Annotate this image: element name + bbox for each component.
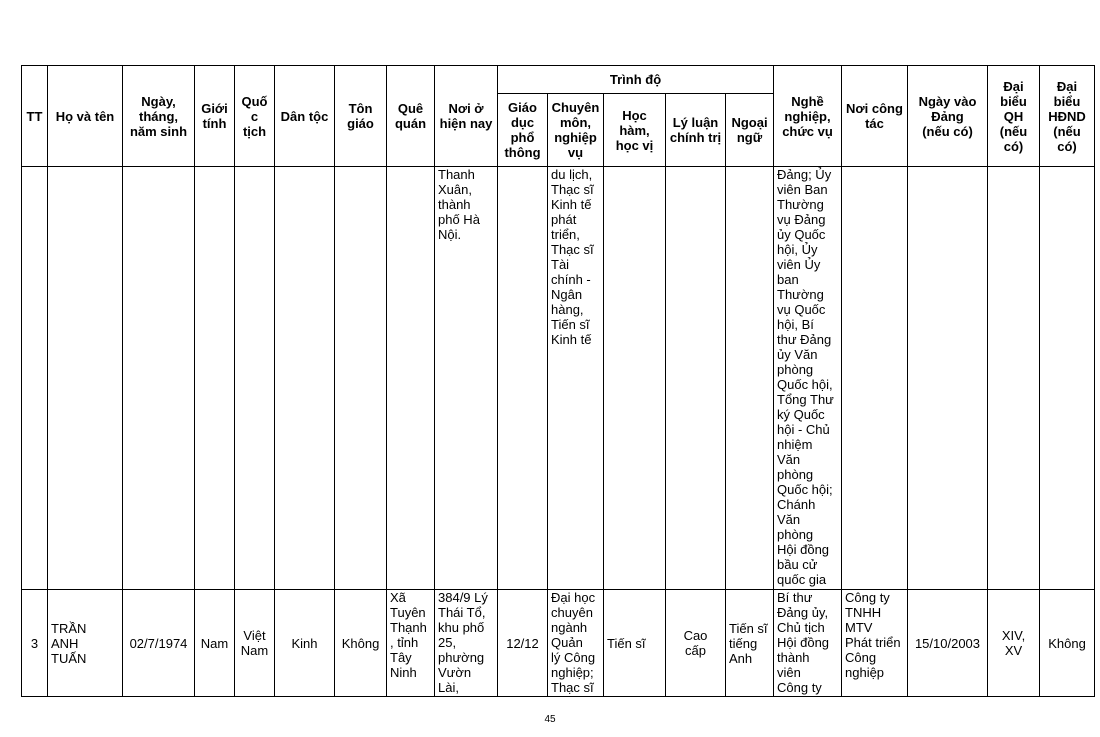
header-religion: Tôn giáo xyxy=(335,66,387,167)
cell-name: TRẦN ANH TUẤN xyxy=(48,590,123,697)
cell-tt: 3 xyxy=(22,590,48,697)
header-specialty: Chuyên môn, nghiệp vụ xyxy=(548,94,604,167)
header-academic: Học hàm, học vị xyxy=(604,94,666,167)
table-row xyxy=(22,590,1095,697)
header-education-group: Trình độ xyxy=(498,66,774,94)
cell-language: Tiến sĩ tiếng Anh xyxy=(726,590,774,697)
header-dob: Ngày, tháng, năm sinh xyxy=(123,66,195,167)
header-pc-deputy: Đại biểu HĐND (nếu có) xyxy=(1040,66,1095,167)
header-name: Họ và tên xyxy=(48,66,123,167)
cell-residence-cont: Thanh Xuân, thành phố Hà Nội. xyxy=(435,167,498,590)
cell-dob: 02/7/1974 xyxy=(123,590,195,697)
header-na-deputy: Đại biểu QH (nếu có) xyxy=(988,66,1040,167)
header-gender: Giới tính xyxy=(195,66,235,167)
cell-occupation: Bí thư Đảng ủy, Chủ tịch Hội đồng thành viên Công ty xyxy=(774,590,842,697)
cell-gender: Nam xyxy=(195,590,235,697)
cell-specialty: Đại học chuyên ngành Quản lý Công nghiệp; Thạc sĩ xyxy=(548,590,604,697)
cell-na-deputy: XIV, XV xyxy=(988,590,1040,697)
header-tt: TT xyxy=(22,66,48,167)
header-ethnicity: Dân tộc xyxy=(275,66,335,167)
cell-pc-deputy: Không xyxy=(1040,590,1095,697)
cell-ethnicity: Kinh xyxy=(275,590,335,697)
header-occupation: Nghề nghiệp, chức vụ xyxy=(774,66,842,167)
cell-political: Cao cấp xyxy=(666,590,726,697)
candidates-table xyxy=(21,65,1095,697)
cell-party-date: 15/10/2003 xyxy=(908,590,988,697)
header-political: Lý luận chính trị xyxy=(666,94,726,167)
cell-specialty-cont: du lịch, Thạc sĩ Kinh tế phát triển, Thạc sĩ Tài chính - Ngân hàng, Tiến sĩ Kinh tế xyxy=(548,167,604,590)
header-residence: Nơi ở hiện nay xyxy=(435,66,498,167)
header-party-date: Ngày vào Đảng (nếu có) xyxy=(908,66,988,167)
header-hometown: Quê quán xyxy=(387,66,435,167)
cell-residence: 384/9 Lý Thái Tổ, khu phố 25, phường Vườn Lài, xyxy=(435,590,498,697)
cell-hometown: Xã Tuyên Thạnh , tỉnh Tây Ninh xyxy=(387,590,435,697)
table-row-continuation xyxy=(22,167,1095,590)
header-language: Ngoại ngữ xyxy=(726,94,774,167)
header-general-edu: Giáo dục phổ thông xyxy=(498,94,548,167)
page-number: 45 xyxy=(544,714,556,725)
header-nationality: Quốc tịch xyxy=(235,66,275,167)
cell-nationality: Việt Nam xyxy=(235,590,275,697)
cell-occupation-cont: Đảng; Ủy viên Ban Thường vụ Đảng ủy Quốc hội, Ủy viên Ủy ban Thường vụ Quốc hội, Bí thư Đảng ủy Văn phòng Quốc hội, Tổng Thư ký Quốc hội - Chủ nhiệm Văn phòng Quốc hội; Chánh Văn phòng Hội đồng bầu cử quốc gia xyxy=(774,167,842,590)
header-workplace: Nơi công tác xyxy=(842,66,908,167)
cell-academic: Tiến sĩ xyxy=(604,590,666,697)
cell-general-edu: 12/12 xyxy=(498,590,548,697)
cell-religion: Không xyxy=(335,590,387,697)
cell-workplace: Công ty TNHH MTV Phát triển Công nghiệp xyxy=(842,590,908,697)
